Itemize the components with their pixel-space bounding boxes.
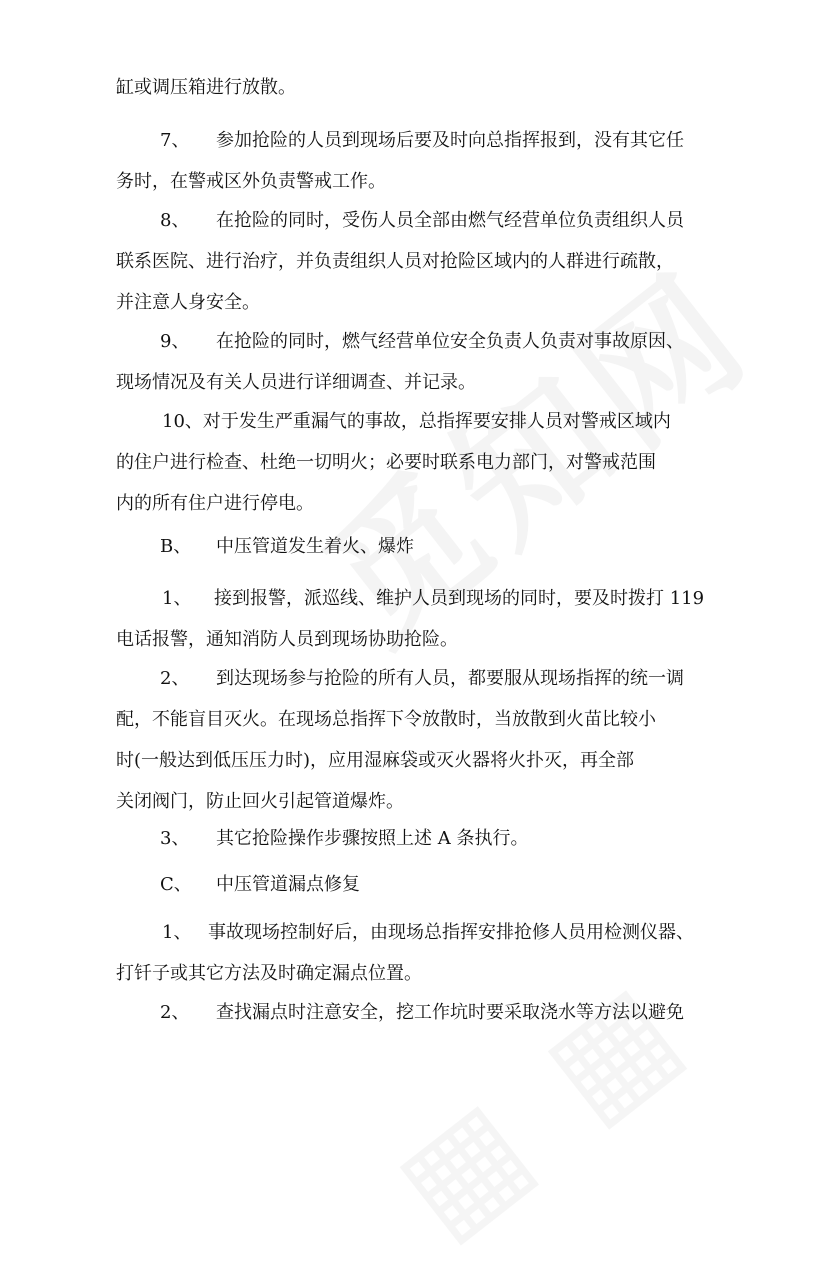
- section-letter: C、: [160, 874, 192, 895]
- paragraph-line: 电话报警，通知消防人员到现场协助抢险。: [116, 629, 458, 650]
- paragraph-line: 时(一般达到低压压力时)，应用湿麻袋或灭火器将火扑灭，再全部: [116, 750, 635, 771]
- item-number: 2、: [160, 1002, 190, 1023]
- item-number: 7、: [160, 130, 190, 151]
- paragraph-line: 其它抢险操作步骤按照上述 A 条执行。: [216, 828, 529, 849]
- item-number: 8、: [160, 210, 190, 231]
- paragraph-line: 接到报警，派巡线、维护人员到现场的同时，要及时拨打 119: [214, 588, 705, 609]
- item-number: 1、: [162, 922, 192, 943]
- item-number: 3、: [160, 828, 190, 849]
- section-heading-b: [116, 526, 716, 567]
- paragraph-line: 关闭阀门，防止回火引起管道爆炸。: [116, 791, 404, 812]
- paragraph-line: 打钎子或其它方法及时确定漏点位置。: [116, 963, 422, 984]
- section-letter: B、: [160, 536, 192, 557]
- paragraph-line: 在抢险的同时，受伤人员全部由燃气经营单位负责组织人员: [216, 210, 684, 231]
- paragraph-line: 联系医院、进行治疗，并负责组织人员对抢险区域内的人群进行疏散，: [116, 251, 674, 272]
- item-number: 1、: [162, 588, 192, 609]
- paragraph-line: 务时，在警戒区外负责警戒工作。: [116, 171, 386, 192]
- paragraph-line: 内的所有住户进行停电。: [116, 493, 314, 514]
- item-number: 9、: [160, 331, 190, 352]
- paragraph-line: 缸或调压箱进行放散。: [116, 77, 296, 98]
- section-heading-c: [116, 864, 716, 905]
- paragraph-item-8: [116, 200, 716, 323]
- paragraph-item-b1: [116, 578, 716, 660]
- paragraph-line: 的住户进行检查、杜绝一切明火；必要时联系电力部门，对警戒范围: [116, 452, 656, 473]
- paragraph-line: 查找漏点时注意安全，挖工作坑时要采取浇水等方法以避免: [216, 1002, 684, 1023]
- paragraph-line: 事故现场控制好后，由现场总指挥安排抢修人员用检测仪器、: [208, 922, 694, 943]
- paragraph-item-c1: [116, 912, 716, 994]
- paragraph-item-10: [116, 401, 716, 524]
- paragraph-item-b3: [116, 818, 716, 859]
- paragraph-line: 并注意人身安全。: [116, 292, 260, 313]
- paragraph-item-b2: [116, 658, 716, 822]
- paragraph-continuation: [116, 67, 716, 108]
- section-title: 中压管道发生着火、爆炸: [216, 536, 414, 557]
- paragraph-line: 现场情况及有关人员进行详细调查、并记录。: [116, 372, 476, 393]
- item-number: 10、: [162, 411, 203, 432]
- paragraph-line: 对于发生严重漏气的事故，总指挥要安排人员对警戒区域内: [202, 411, 671, 432]
- item-number: 2、: [160, 668, 190, 689]
- paragraph-item-9: [116, 321, 716, 403]
- paragraph-line: 到达现场参与抢险的所有人员，都要服从现场指挥的统一调: [216, 668, 684, 689]
- section-title: 中压管道漏点修复: [216, 874, 360, 895]
- paragraph-line: 在抢险的同时，燃气经营单位安全负责人负责对事故原因、: [216, 331, 684, 352]
- paragraph-line: 配，不能盲目灭火。在现场总指挥下令放散时，当放散到火苗比较小: [116, 709, 656, 730]
- paragraph-line: 参加抢险的人员到现场后要及时向总指挥报到，没有其它任: [216, 130, 684, 151]
- paragraph-item-7: [116, 120, 716, 202]
- paragraph-item-c2: [116, 992, 716, 1033]
